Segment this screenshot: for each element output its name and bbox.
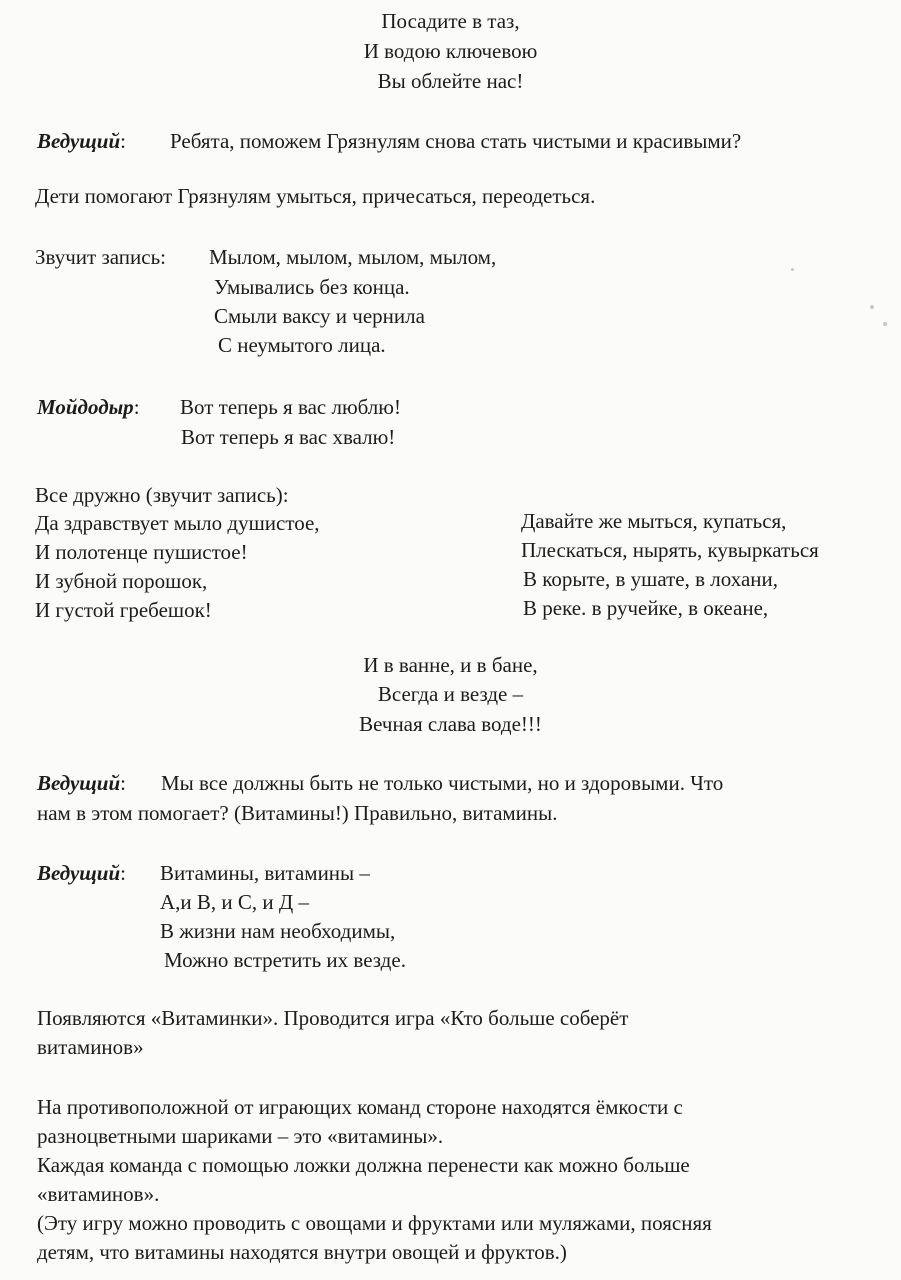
speaker-name: Мойдодыр (37, 395, 134, 419)
vitamin-verse-line: А,и В, и С, и Д – (160, 890, 309, 914)
chorus-right-line: В реке. в ручейке, в океане, (523, 596, 769, 620)
chorus-right-line: В корыте, в ушате, в лохани, (523, 567, 779, 591)
verse-line: Вы облейте нас! (377, 69, 524, 93)
chorus-right-line: Плескаться, нырять, кувыркаться (521, 538, 819, 562)
chorus-left-line: Да здравствует мыло душистое, (35, 511, 320, 535)
chorus-left-line: И густой гребешок! (35, 598, 212, 622)
verse-line: И водою ключевою (363, 39, 538, 63)
recording-lead: Звучит запись: (35, 245, 166, 269)
host-line: Ведущий: (37, 771, 126, 795)
host-speech: Мы все должны быть не только чистыми, но и здоровыми. Что (161, 771, 724, 795)
paragraph-line: Каждая команда с помощью ложки должна перенести как можно больше (37, 1153, 690, 1177)
speaker-name: Ведущий (37, 129, 121, 153)
speaker-name: Ведущий (37, 771, 121, 795)
chorus-center-line: И в ванне, и в бане, (363, 653, 538, 677)
verse-line: Посадите в таз, (381, 9, 520, 33)
recording-line: С неумытого лица. (218, 333, 386, 357)
host-speech: Ребята, поможем Грязнулям снова стать чистыми и красивыми? (170, 129, 742, 153)
vitamin-verse-line: В жизни нам необходимы, (160, 919, 396, 943)
paragraph-line: «витаминов». (37, 1182, 160, 1206)
host-line: Ведущий: (37, 861, 126, 885)
moidodyr-line: Мойдодыр: (37, 395, 140, 419)
paragraph-line: (Эту игру можно проводить с овощами и фруктами или муляжами, поясняя (37, 1211, 712, 1235)
stage-direction: Дети помогают Грязнулям умыться, причесаться, переодеться. (35, 184, 596, 208)
speaker-name: Ведущий (37, 861, 121, 885)
chorus-left-line: И зубной порошок, (35, 569, 208, 593)
chorus-center-line: Вечная слава воде!!! (359, 712, 542, 736)
chorus-left-line: И полотенце пушистое! (35, 540, 248, 564)
paragraph-line: Появляются «Витаминки». Проводится игра «Кто больше соберёт (37, 1006, 629, 1030)
scan-speck (870, 305, 874, 309)
moidodyr-speech: Вот теперь я вас хвалю! (181, 425, 396, 449)
moidodyr-speech: Вот теперь я вас люблю! (180, 395, 401, 419)
vitamin-verse-line: Витамины, витамины – (160, 861, 370, 885)
paragraph-line: разноцветными шариками – это «витамины». (37, 1124, 444, 1148)
chorus-lead: Все дружно (звучит запись): (35, 483, 289, 507)
recording-line: Смыли ваксу и чернила (214, 304, 425, 328)
recording-line: Мылом, мылом, мылом, мылом, (209, 245, 497, 269)
host-speech: нам в этом помогает? (Витамины!) Правильно, витамины. (37, 801, 558, 825)
vitamin-verse-line: Можно встретить их везде. (164, 948, 406, 972)
paragraph-line: детям, что витамины находятся внутри овощей и фруктов.) (37, 1240, 567, 1264)
recording-line: Умывались без конца. (214, 275, 410, 299)
chorus-right-line: Давайте же мыться, купаться, (521, 509, 787, 533)
paragraph-line: витаминов» (37, 1035, 144, 1059)
paragraph-line: На противоположной от играющих команд стороне находятся ёмкости с (37, 1095, 683, 1119)
scan-speck (883, 322, 887, 326)
host-line: Ведущий: (37, 129, 126, 153)
scan-speck (791, 268, 794, 271)
chorus-center-line: Всегда и везде – (377, 682, 524, 706)
